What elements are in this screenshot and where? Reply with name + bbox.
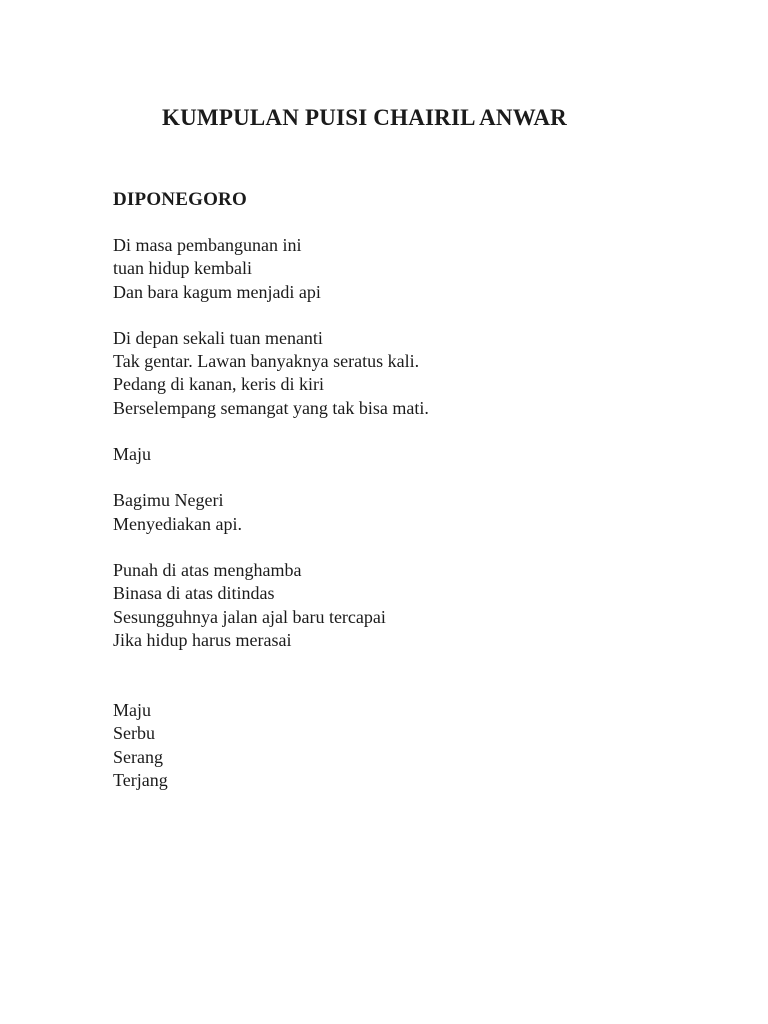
poem-line: Di depan sekali tuan menanti [113,327,323,348]
poem-line: tuan hidup kembali [113,258,252,279]
poem-line: Maju [113,700,151,721]
poem-line: Punah di atas menghamba [113,559,302,580]
document-title: KUMPULAN PUISI CHAIRIL ANWAR [162,105,567,130]
poem-line: Dan bara kagum menjadi api [113,281,321,302]
poem-line: Sesungguhnya jalan ajal baru tercapai [113,606,386,627]
poem-line: Bagimu Negeri [113,490,224,511]
poem-stanza [113,327,616,420]
poem-line: Binasa di atas ditindas [113,583,275,604]
poem-line: Di masa pembangunan ini [113,235,302,255]
poem-stanza [113,443,616,466]
poem-line: Pedang di kanan, keris di kiri [113,374,324,395]
poem-line: Maju [113,444,151,465]
poem-stanza [113,489,616,536]
poem-line: Berselempang semangat yang tak bisa mati. [113,397,429,418]
poem-line: Terjang [113,770,168,791]
poem-title: DIPONEGORO [113,189,247,210]
poem-line: Serang [113,746,163,767]
poem-line: Serbu [113,723,155,744]
poem-line: Tak gentar. Lawan banyaknya seratus kali. [113,351,420,372]
poem-stanza [113,559,616,652]
poem-line: Jika hidup harus merasai [113,629,292,650]
poem-line: Menyediakan api. [113,513,242,534]
poem-stanza [113,234,616,304]
poem-stanza [113,699,616,792]
